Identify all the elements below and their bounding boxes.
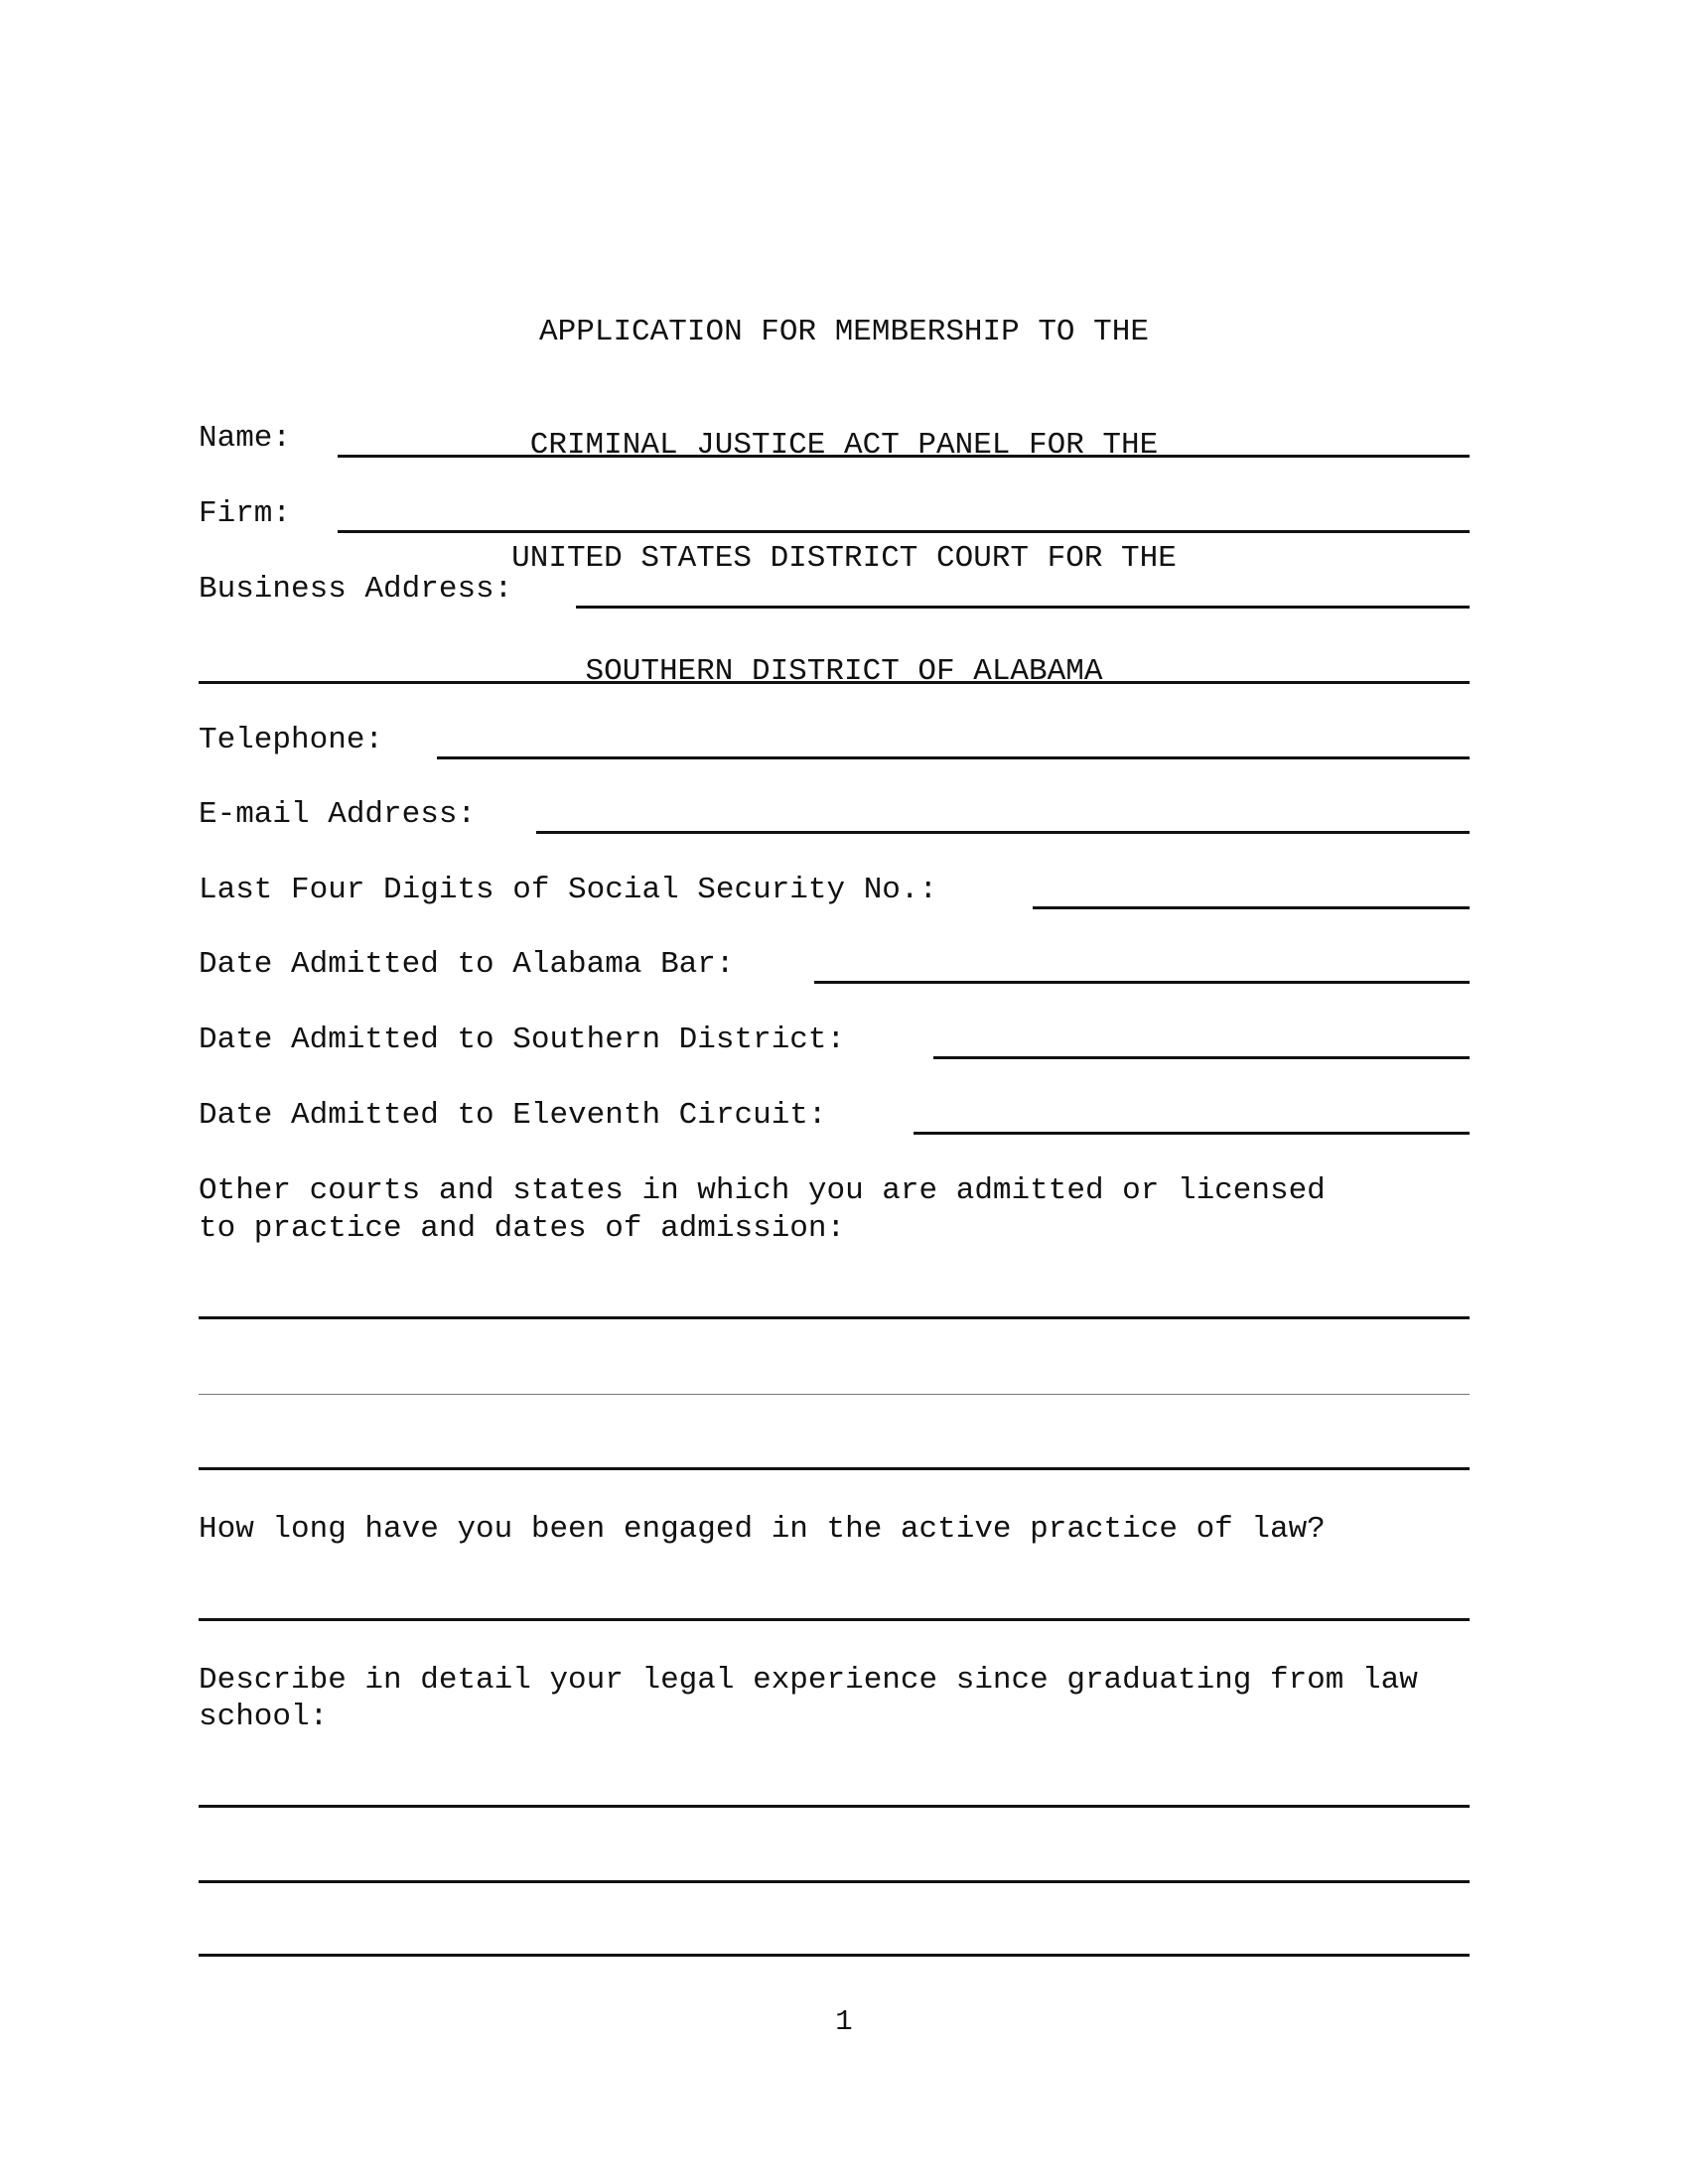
experience-answer-line-1[interactable] <box>199 1805 1470 1808</box>
alabama-bar-label: Date Admitted to Alabama Bar: <box>199 947 735 982</box>
email-field[interactable] <box>536 831 1470 834</box>
experience-answer-line-2[interactable] <box>199 1880 1470 1883</box>
name-field[interactable] <box>338 455 1470 458</box>
firm-field[interactable] <box>338 530 1470 533</box>
ssn-label: Last Four Digits of Social Security No.: <box>199 873 938 907</box>
other-courts-answer-line-3[interactable] <box>199 1467 1470 1470</box>
eleventh-circuit-field[interactable] <box>914 1132 1470 1135</box>
name-label: Name: <box>199 421 292 456</box>
other-courts-question-line-2: to practice and dates of admission: <box>199 1211 846 1246</box>
southern-district-field[interactable] <box>933 1056 1470 1059</box>
telephone-field[interactable] <box>437 756 1470 759</box>
title-line-3: UNITED STATES DISTRICT COURT FOR THE <box>511 541 1177 576</box>
experience-question-line-2: school: <box>199 1700 329 1734</box>
other-courts-answer-line-1[interactable] <box>199 1316 1470 1319</box>
business-address-label: Business Address: <box>199 572 513 607</box>
practice-length-answer-line[interactable] <box>199 1618 1470 1621</box>
title-line-4: SOUTHERN DISTRICT OF ALABAMA <box>585 654 1103 689</box>
eleventh-circuit-label: Date Admitted to Eleventh Circuit: <box>199 1098 827 1133</box>
telephone-label: Telephone: <box>199 723 384 757</box>
email-label: E-mail Address: <box>199 797 477 832</box>
form-title <box>0 238 1688 729</box>
experience-answer-line-3[interactable] <box>199 1954 1470 1957</box>
title-line-1: APPLICATION FOR MEMBERSHIP TO THE <box>539 315 1149 349</box>
page-number: 1 <box>835 2005 853 2038</box>
other-courts-answer-line-2[interactable] <box>199 1394 1470 1395</box>
title-line-2: CRIMINAL JUSTICE ACT PANEL FOR THE <box>529 428 1159 463</box>
other-courts-question-line-1: Other courts and states in which you are admitted or licensed <box>199 1173 1326 1208</box>
alabama-bar-field[interactable] <box>814 981 1470 984</box>
firm-label: Firm: <box>199 496 292 531</box>
business-address-field[interactable] <box>576 606 1470 609</box>
practice-length-question: How long have you been engaged in the active practice of law? <box>199 1512 1326 1547</box>
ssn-field[interactable] <box>1033 906 1470 909</box>
southern-district-label: Date Admitted to Southern District: <box>199 1023 846 1057</box>
experience-question-line-1: Describe in detail your legal experience since graduating from law <box>199 1663 1418 1698</box>
business-address-field-line-2[interactable] <box>199 681 1470 684</box>
